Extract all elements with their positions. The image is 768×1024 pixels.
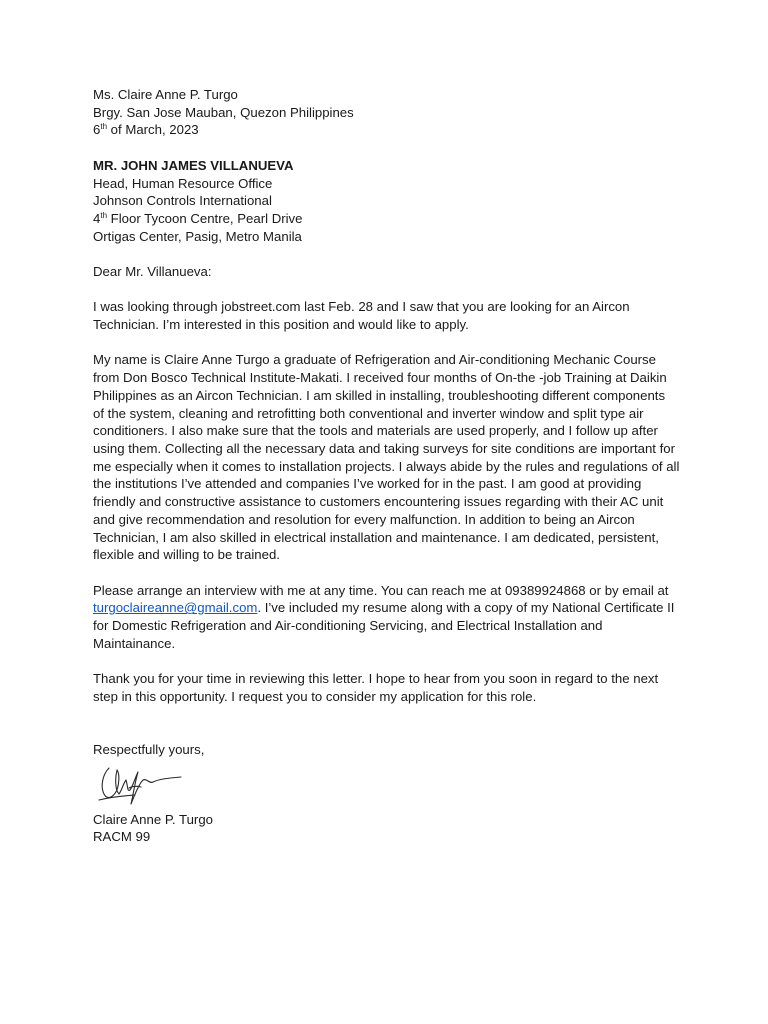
floor-rest: Floor Tycoon Centre, Pearl Drive: [107, 210, 303, 226]
recipient-name: MR. JOHN JAMES VILLANUEVA: [93, 157, 294, 173]
paragraph-line: Philippines as an Aircon Technician. I am skilled in installing, troubleshooting different components: [93, 387, 666, 403]
sender-name: Ms. Claire Anne P. Turgo: [93, 87, 238, 102]
paragraph-line-rest: . I’ve included my resume along with a copy of my National Certificate II: [257, 600, 675, 616]
paragraph-line: flexible and willing to be trained.: [93, 547, 280, 563]
paragraph-background: [93, 351, 678, 563]
recipient-company: Johnson Controls International: [93, 193, 272, 209]
sender-block: [93, 86, 678, 139]
paragraph-line: and give recommendation and resolution for every malfunction. In addition to being an Aircon: [93, 511, 635, 527]
paragraph-closing: [93, 670, 678, 705]
paragraph-line: using them. Collecting all the necessary data and taking surveys for site conditions are important for: [93, 441, 676, 456]
paragraph-line: I was looking through jobstreet.com last Feb. 28 and I saw that you are looking for an Aircon: [93, 299, 630, 315]
paragraph-line: friendly and constructive assistance to customers encountering issues regarding with their AC unit: [93, 494, 664, 510]
paragraph-line: Maintainance.: [93, 635, 176, 651]
date-day: 6: [93, 122, 101, 138]
paragraph-line: Please arrange an interview with me at any time. You can reach me at 09389924868 or by email at: [93, 582, 669, 598]
paragraph-line: for Domestic Refrigeration and Air-conditioning Servicing, and Electrical Installation and: [93, 618, 603, 634]
sender-address: Brgy. San Jose Mauban, Quezon Philippines: [93, 104, 354, 120]
date-rest: of March, 2023: [107, 122, 199, 138]
signer-name: Claire Anne P. Turgo: [93, 811, 213, 827]
paragraph-intro: [93, 298, 678, 333]
paragraph-line: the institutions I’ve attended and companies I’ve worked for in the past. I am good at providing: [93, 476, 642, 492]
recipient-city: Ortigas Center, Pasig, Metro Manila: [93, 228, 302, 244]
paragraph-line: step in this opportunity. I request you to consider my application for this role.: [93, 688, 537, 704]
email-link[interactable]: turgoclaireanne@gmail.com: [93, 600, 258, 616]
signer-batch: RACM 99: [93, 829, 151, 845]
paragraph-line: from Don Bosco Technical Institute-Makati. I received four months of On-the -job Training at Daikin: [93, 370, 667, 386]
floor-suffix: th: [100, 210, 108, 220]
paragraph-line: of the system, cleaning and retrofitting both conventional and inverter window and split type air: [93, 405, 644, 421]
paragraph-line: Thank you for your time in reviewing this letter. I hope to hear from you soon in regard to the next: [93, 671, 659, 687]
paragraph-contact: [93, 582, 678, 653]
paragraph-line: me especially when it comes to installation projects. I always abide by the rules and regulations of all: [93, 458, 680, 474]
recipient-floor: [93, 210, 678, 228]
floor-num: 4: [93, 210, 101, 226]
paragraph-line: [93, 599, 678, 617]
paragraph-line: Technician, I am also skilled in electrical installation and maintenance. I am dedicated, persistent,: [93, 529, 659, 545]
recipient-title: Head, Human Resource Office: [93, 175, 273, 191]
paragraph-line: My name is Claire Anne Turgo a graduate of Refrigeration and Air-conditioning Mechanic Course: [93, 352, 656, 368]
signature-image: [95, 760, 195, 808]
paragraph-line: Technician. I’m interested in this position and would like to apply.: [93, 317, 469, 333]
date-suffix: th: [100, 122, 108, 132]
paragraph-line: conditioners. I also make sure that the tools and materials are used properly, and I follow up after: [93, 423, 658, 439]
recipient-block: [93, 157, 678, 246]
letter-date: [93, 121, 678, 139]
salutation: Dear Mr. Villanueva:: [93, 264, 212, 279]
closing: Respectfully yours,: [93, 741, 205, 757]
